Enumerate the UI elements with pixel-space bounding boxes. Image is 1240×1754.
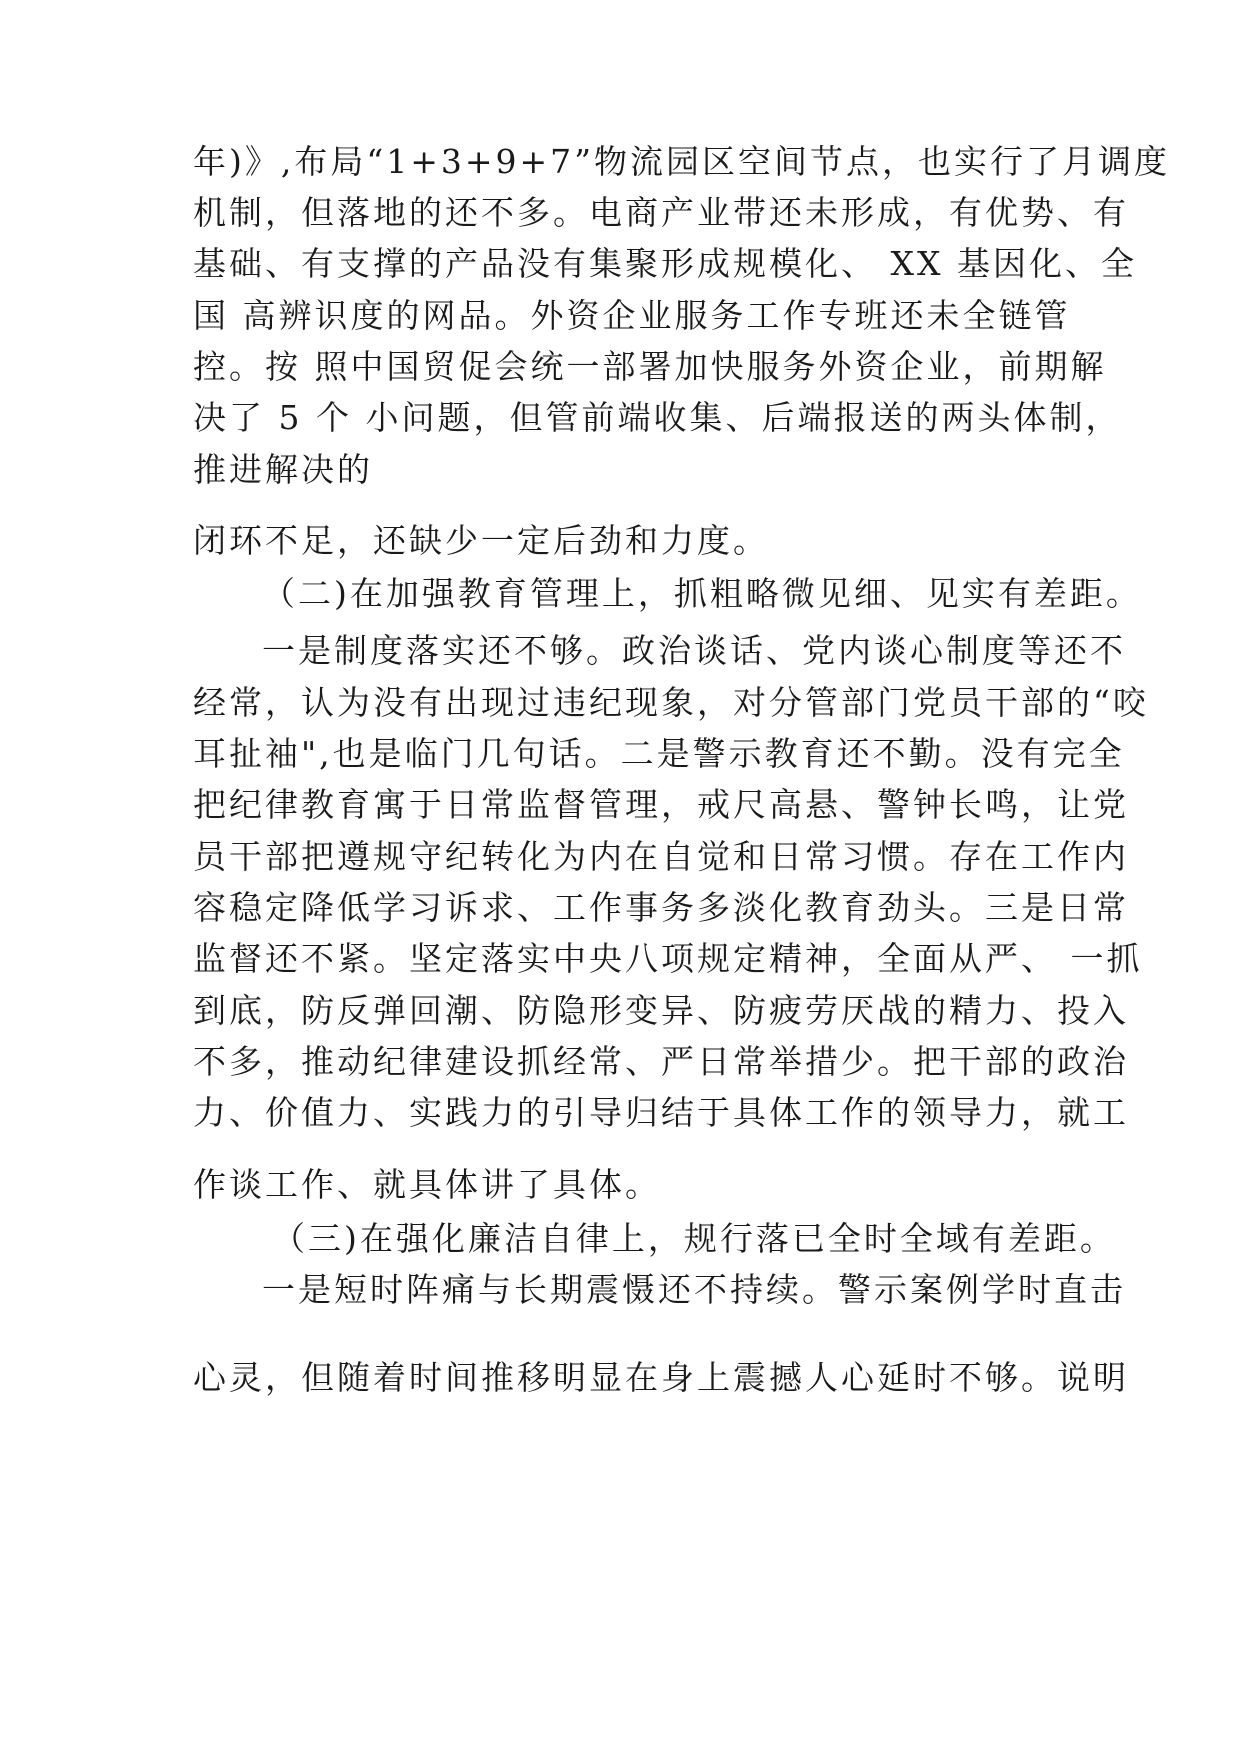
text-line: 不多，推动纪律建设抓经常、严日常举措少。把干部的政治: [193, 1042, 1129, 1081]
text-line: 决了 5 个 小问题，但管前端收集、后端报送的两头体制，: [193, 398, 1122, 437]
text-line: 推进解决的: [193, 450, 373, 489]
text-line: 机制，但落地的还不多。电商产业带还未形成，有优势、有: [193, 193, 1129, 232]
paragraph-start: 一是制度落实还不够。政治谈话、党内谈心制度等还不: [262, 631, 1126, 670]
text-line: 控。按 照中国贸促会统一部署加快服务外资企业，前期解: [193, 347, 1107, 386]
text-line: 耳扯袖",也是临门几句话。二是警示教育还不勤。没有完全: [193, 734, 1125, 773]
text-line: 把纪律教育寓于日常监督管理，戒尺高悬、警钟长鸣，让党: [193, 785, 1129, 824]
section-heading: （三)在强化廉洁自律上，规行落已全时全域有差距。: [272, 1219, 1116, 1258]
text-line: 基础、有支撑的产品没有集聚形成规模化、 XX 基因化、全: [193, 244, 1137, 283]
paragraph-start: 一是短时阵痛与长期震慑还不持续。警示案例学时直击: [262, 1270, 1126, 1309]
text-line: 员干部把遵规守纪转化为内在自觉和日常习惯。存在工作内: [193, 837, 1129, 876]
text-line: 力、价值力、实践力的引导归结于具体工作的领导力，就工: [193, 1093, 1129, 1132]
text-line: 国 高辨识度的网品。外资企业服务工作专班还未全链管: [193, 296, 1071, 335]
text-line: 作谈工作、就具体讲了具体。: [193, 1165, 661, 1204]
section-heading: （二)在加强教育管理上，抓粗略微见细、见实有差距。: [262, 574, 1142, 613]
text-line: 监督还不紧。坚定落实中央八项规定精神，全面从严、 一抓: [193, 939, 1143, 978]
text-line: 闭环不足，还缺少一定后劲和力度。: [193, 521, 769, 560]
text-line: 容稳定降低学习诉求、工作事务多淡化教育劲头。三是日常: [193, 888, 1129, 927]
text-line: 经常，认为没有出现过违纪现象，对分管部门党员干部的“咬: [193, 683, 1149, 722]
text-line: 心灵，但随着时间推移明显在身上震撼人心延时不够。说明: [193, 1358, 1129, 1397]
text-line: 到底，防反弹回潮、防隐形变异、防疲劳厌战的精力、投入: [193, 991, 1129, 1030]
text-line: 年)》,布局“1+3+9+7”物流园区空间节点，也实行了月调度: [193, 142, 1171, 181]
